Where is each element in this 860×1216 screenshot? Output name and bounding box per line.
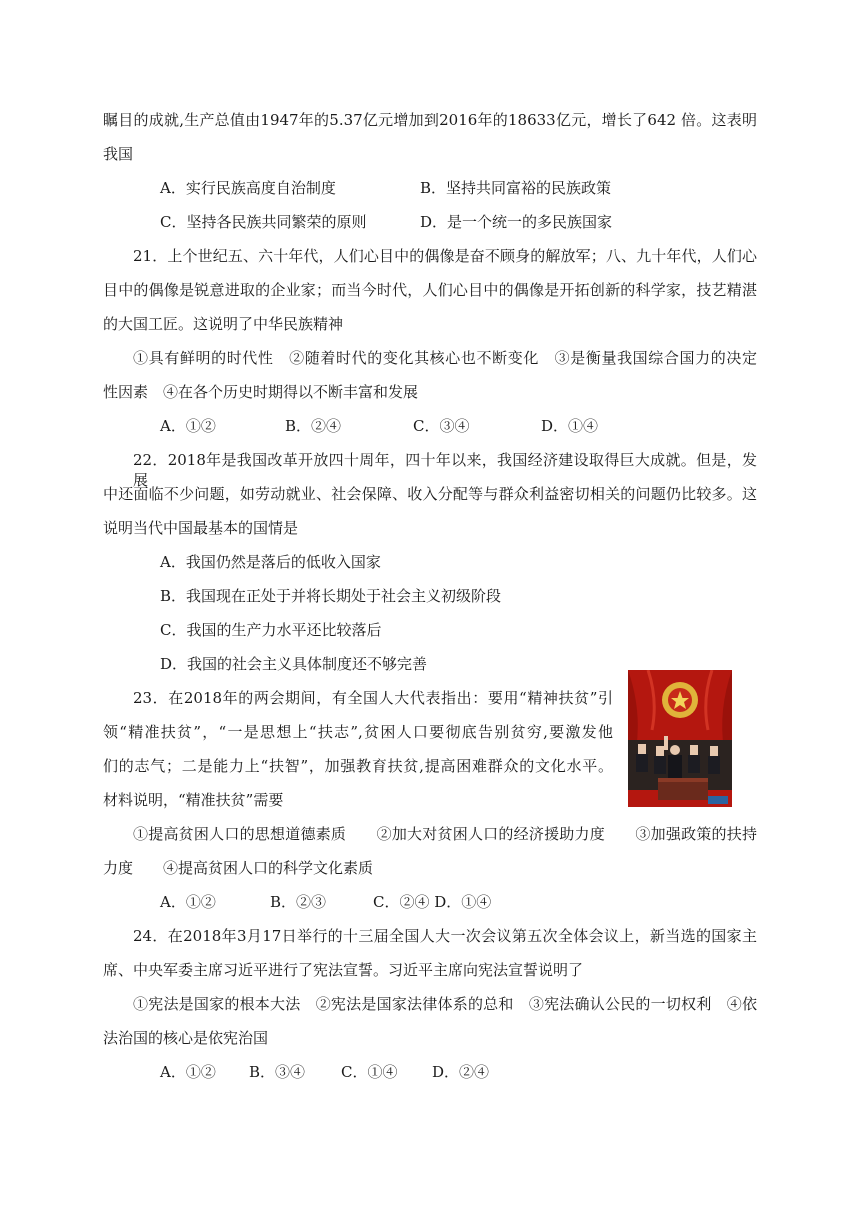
q24-statement-line: ①宪法是国家的根本大法 ②宪法是国家法律体系的总和 ③宪法确认公民的一切权利 ④依 (133, 995, 757, 1013)
q24-option-b: B．③④ (249, 1063, 306, 1081)
q22-option-a: A．我国仍然是落后的低收入国家 (160, 553, 381, 571)
q24-statement-line: 法治国的核心是依宪治国 (103, 1029, 269, 1047)
q21-option-c: C．③④ (413, 417, 470, 435)
q22-stem-line: 22．2018年是我国改革开放四十周年，四十年以来，我国经济建设取得巨大成就。但是，发展 (133, 451, 757, 489)
q22-option-c: C．我国的生产力水平还比较落后 (160, 621, 382, 639)
oath-ceremony-photo (628, 670, 732, 807)
q21-statement-line: ①具有鲜明的时代性 ②随着时代的变化其核心也不断变化 ③是衡量我国综合国力的决定 (133, 349, 757, 367)
q20-option-b: B．坚持共同富裕的民族政策 (420, 179, 612, 197)
q24-stem-line: 24．在2018年3月17日举行的十三届全国人大一次会议第五次全体会议上，新当选的国家主 (133, 927, 757, 945)
q23-statement-line: ①提高贫困人口的思想道德素质 ②加大对贫困人口的经济援助力度 ③加强政策的扶持 (133, 825, 757, 843)
q22-option-d: D．我国的社会主义具体制度还不够完善 (160, 655, 428, 673)
q24-option-d: D．②④ (432, 1063, 490, 1081)
q20-option-d: D．是一个统一的多民族国家 (420, 213, 613, 231)
q23-option-b: B．②③ (270, 893, 327, 911)
q22-stem-line: 说明当代中国最基本的国情是 (103, 519, 299, 537)
q20-option-a: A．实行民族高度自治制度 (160, 179, 336, 197)
q23-stem-line: 材料说明，“精准扶贫”需要 (103, 791, 284, 809)
q21-statement-line: 性因素 ④在各个历史时期得以不断丰富和发展 (103, 383, 419, 401)
q21-option-a: A．①② (160, 417, 216, 435)
q23-statement-line: 力度 ④提高贫困人口的科学文化素质 (103, 859, 374, 877)
q24-option-a: A．①② (160, 1063, 216, 1081)
q21-stem-line: 的大国工匠。这说明了中华民族精神 (103, 315, 344, 333)
q23-option-cd: C．②④ D．①④ (373, 893, 492, 911)
q21-option-b: B．②④ (285, 417, 342, 435)
q22-stem-line: 中还面临不少问题，如劳动就业、社会保障、收入分配等与群众利益密切相关的问题仍比较多。这 (103, 485, 757, 503)
q20-stem-line: 瞩目的成就,生产总值由1947年的5.37亿元增加到2016年的18633亿元，增长了642 倍。这表明 (103, 111, 757, 129)
q23-stem-line: 领“精准扶贫”，“一是思想上“扶志”,贫困人口要彻底告别贫穷,要激发他 (103, 723, 613, 741)
q24-option-c: C．①④ (341, 1063, 398, 1081)
q21-option-d: D．①④ (541, 417, 599, 435)
q22-option-b: B．我国现在正处于并将长期处于社会主义初级阶段 (160, 587, 502, 605)
q20-option-c: C．坚持各民族共同繁荣的原则 (160, 213, 367, 231)
q24-stem-line: 席、中央军委主席习近平进行了宪法宣誓。习近平主席向宪法宣誓说明了 (103, 961, 584, 979)
q21-stem-line: 21．上个世纪五、六十年代，人们心目中的偶像是奋不顾身的解放军；八、九十年代，人们心 (133, 247, 757, 265)
q21-stem-line: 目中的偶像是锐意进取的企业家；而当今时代，人们心目中的偶像是开拓创新的科学家，技艺精湛 (103, 281, 757, 299)
q23-stem-line: 23．在2018年的两会期间，有全国人大代表指出：要用“精神扶贫”引 (133, 689, 613, 707)
q23-stem-line: 们的志气；二是能力上“扶智”，加强教育扶贫,提高困难群众的文化水平。 (103, 757, 613, 775)
q23-option-a: A．①② (160, 893, 216, 911)
q20-stem-line: 我国 (103, 145, 134, 163)
